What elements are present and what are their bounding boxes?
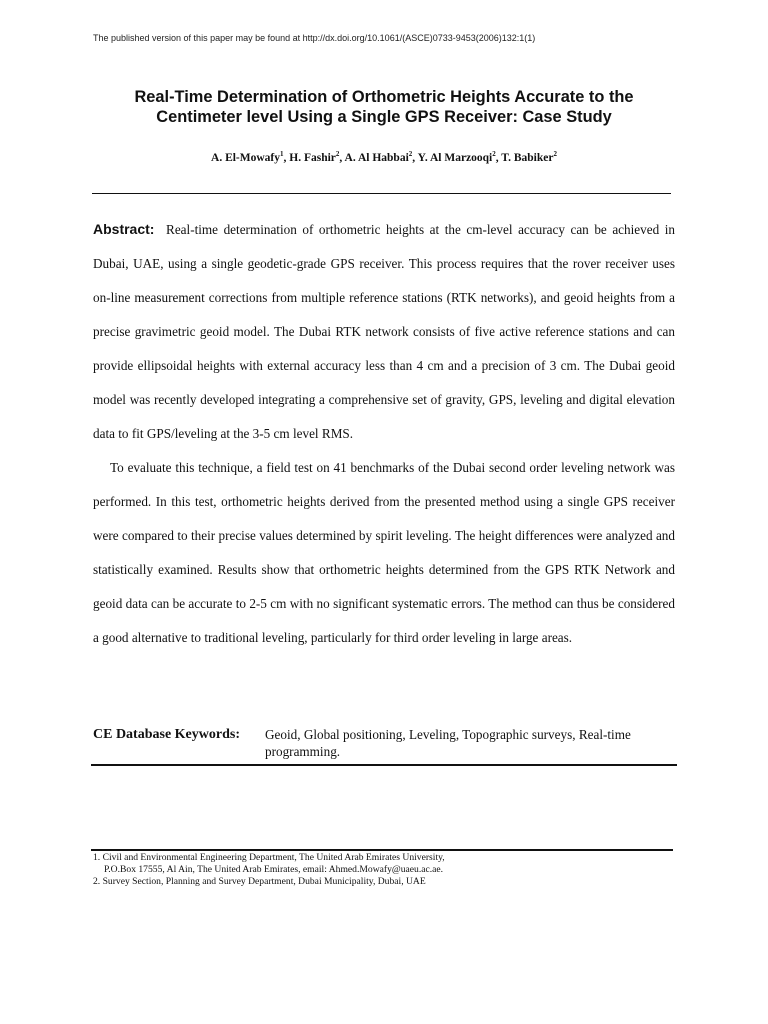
abstract-label: Abstract: [93, 221, 155, 237]
abstract-paragraph-1 [93, 212, 675, 451]
keywords-label: CE Database Keywords: [93, 727, 240, 742]
author-affiliation: 2 [335, 150, 340, 158]
author-affiliation: 2 [492, 150, 496, 158]
author-separator: , [339, 151, 345, 164]
abstract-text-1: Real-time determination of orthometric heights at the cm-level accuracy can be achieved in Dubai, UAE, using a single geodetic-grade GPS receiver. This process requires that the rover receiver uses on-line measurement corrections from multiple reference stations (RTK networks), and geoid heights from a precise gravimetric geoid model. The Dubai RTK network consists of five active reference stations and can provide ellipsoidal heights with external accuracy less than 4 cm and a precision of 3 cm. The Dubai geoid model was recently developed integrating a comprehensive set of gravity, GPS, leveling and digital elevation data to fit GPS/leveling at the 3-5 cm level RMS. [93, 222, 675, 441]
title-line-2: Centimeter level Using a Single GPS Receiver: Case Study [156, 108, 612, 126]
author-separator: , [495, 151, 502, 164]
keywords-block [93, 726, 678, 760]
footnote-1-line-2: P.O.Box 17555, Al Ain, The United Arab Emirates, email: Ahmed.Mowafy@uaeu.ac.ae. [104, 864, 444, 875]
header-divider [92, 193, 671, 194]
author-affiliation: 2 [553, 150, 557, 158]
author-name: A. El-Mowafy [211, 151, 281, 164]
author-affiliation: 2 [408, 150, 413, 158]
author-name: H. Fashir [289, 151, 336, 164]
doi-notice: The published version of this paper may be found at http://dx.doi.org/10.1061/(ASCE)0733-9453(2006)132:1(1) [93, 33, 536, 43]
abstract-paragraph-2: To evaluate this technique, a field test on 41 benchmarks of the Dubai second order leveling network was performed. In this test, orthometric heights derived from the presented method using a single GPS receiver were compared to their precise values determined by spirit leveling. The height differences were analyzed and statistically examined. Results show that orthometric heights determined from the GPS RTK Network and geoid data can be accurate to 2-5 cm with no significant systematic errors. The method can thus be considered a good alternative to traditional leveling, particularly for third order leveling in large areas. [93, 460, 675, 645]
abstract [93, 212, 675, 655]
footnote-1-line-1: 1. Civil and Environmental Engineering Department, The United Arab Emirates University, [93, 852, 445, 863]
author-separator: , [283, 151, 290, 164]
author-affiliation: 1 [280, 150, 284, 158]
paper-title [60, 87, 708, 127]
title-line-1: Real-Time Determination of Orthometric Heights Accurate to the [134, 88, 634, 106]
keywords-divider [91, 764, 677, 766]
footnote-2: 2. Survey Section, Planning and Survey Department, Dubai Municipality, Dubai, UAE [93, 876, 426, 887]
author-separator: , [412, 151, 418, 164]
author-name: T. Babiker [501, 151, 554, 164]
keywords-text: Geoid, Global positioning, Leveling, Topographic surveys, Real-time programming. [265, 727, 631, 759]
author-name: Y. Al Marzooqi [417, 151, 493, 164]
author-list [60, 150, 708, 164]
author-name: A. Al Habbai [344, 151, 409, 164]
footnote-1 [93, 852, 673, 876]
footnotes [93, 852, 673, 888]
footnote-divider [91, 849, 673, 851]
